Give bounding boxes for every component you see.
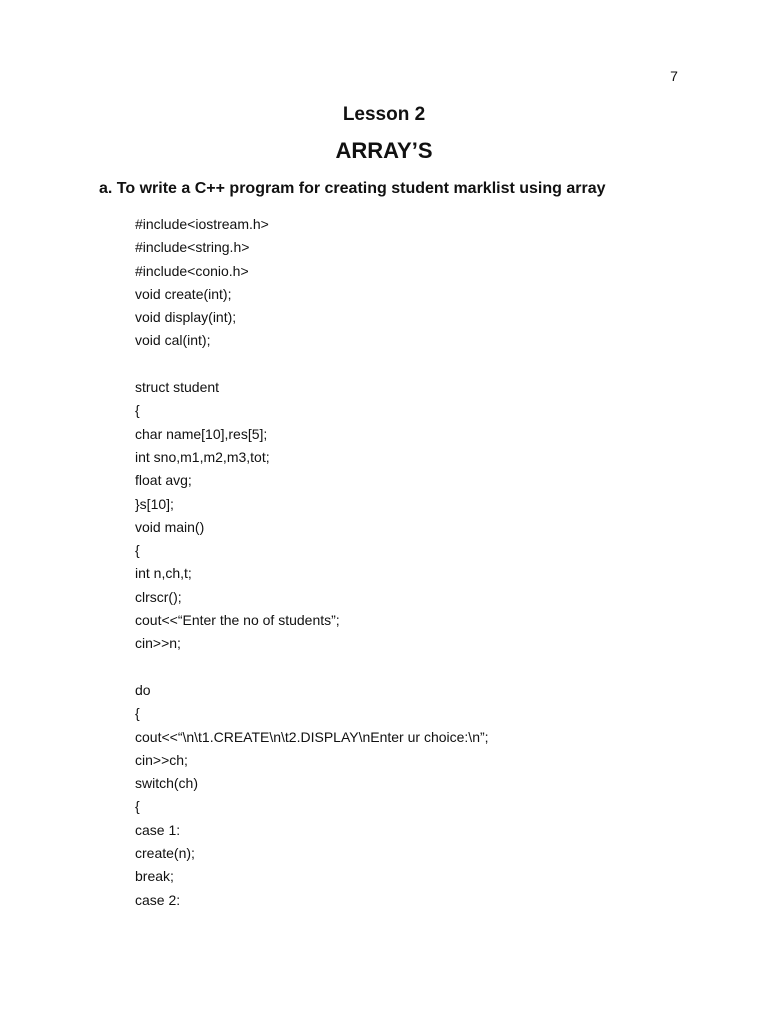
code-line bbox=[135, 656, 489, 679]
section-heading: a. To write a C++ program for creating student marklist using array bbox=[99, 180, 606, 197]
code-line: #include<conio.h> bbox=[135, 262, 249, 279]
code-listing bbox=[135, 213, 489, 912]
lesson-title: Lesson 2 bbox=[342, 104, 426, 125]
chapter-title: ARRAY’S bbox=[335, 138, 433, 163]
code-line: do bbox=[135, 681, 151, 698]
code-line: { bbox=[135, 402, 140, 419]
code-line: void main() bbox=[135, 518, 205, 535]
code-line: }s[10]; bbox=[135, 495, 174, 512]
code-line: #include<iostream.h> bbox=[135, 216, 269, 232]
code-line: #include<string.h> bbox=[135, 239, 250, 256]
code-line: create(n); bbox=[135, 845, 195, 862]
code-line: break; bbox=[135, 868, 174, 885]
code-line: void display(int); bbox=[135, 309, 237, 326]
code-line: int sno,m1,m2,m3,tot; bbox=[135, 448, 270, 465]
code-line: int n,ch,t; bbox=[135, 565, 192, 582]
page-number: 7 bbox=[670, 68, 678, 84]
code-line: { bbox=[135, 542, 140, 559]
code-line: cout<<“\n\t1.CREATE\n\t2.DISPLAY\nEnter ur choice:\n”; bbox=[135, 728, 489, 745]
code-line: void cal(int); bbox=[135, 332, 211, 349]
code-line: switch(ch) bbox=[135, 775, 199, 792]
code-line: cin>>n; bbox=[135, 635, 181, 652]
code-line: case 2: bbox=[135, 891, 181, 908]
code-line: cin>>ch; bbox=[135, 751, 188, 768]
code-line: { bbox=[135, 705, 140, 722]
code-line bbox=[135, 353, 489, 376]
code-line: case 1: bbox=[135, 821, 181, 838]
code-line: float avg; bbox=[135, 472, 192, 489]
code-line: void create(int); bbox=[135, 285, 232, 302]
code-line: struct student bbox=[135, 379, 220, 396]
code-line: cout<<“Enter the no of students”; bbox=[135, 612, 340, 629]
code-line: char name[10],res[5]; bbox=[135, 425, 268, 442]
code-line: { bbox=[135, 798, 140, 815]
code-line: clrscr(); bbox=[135, 588, 182, 605]
